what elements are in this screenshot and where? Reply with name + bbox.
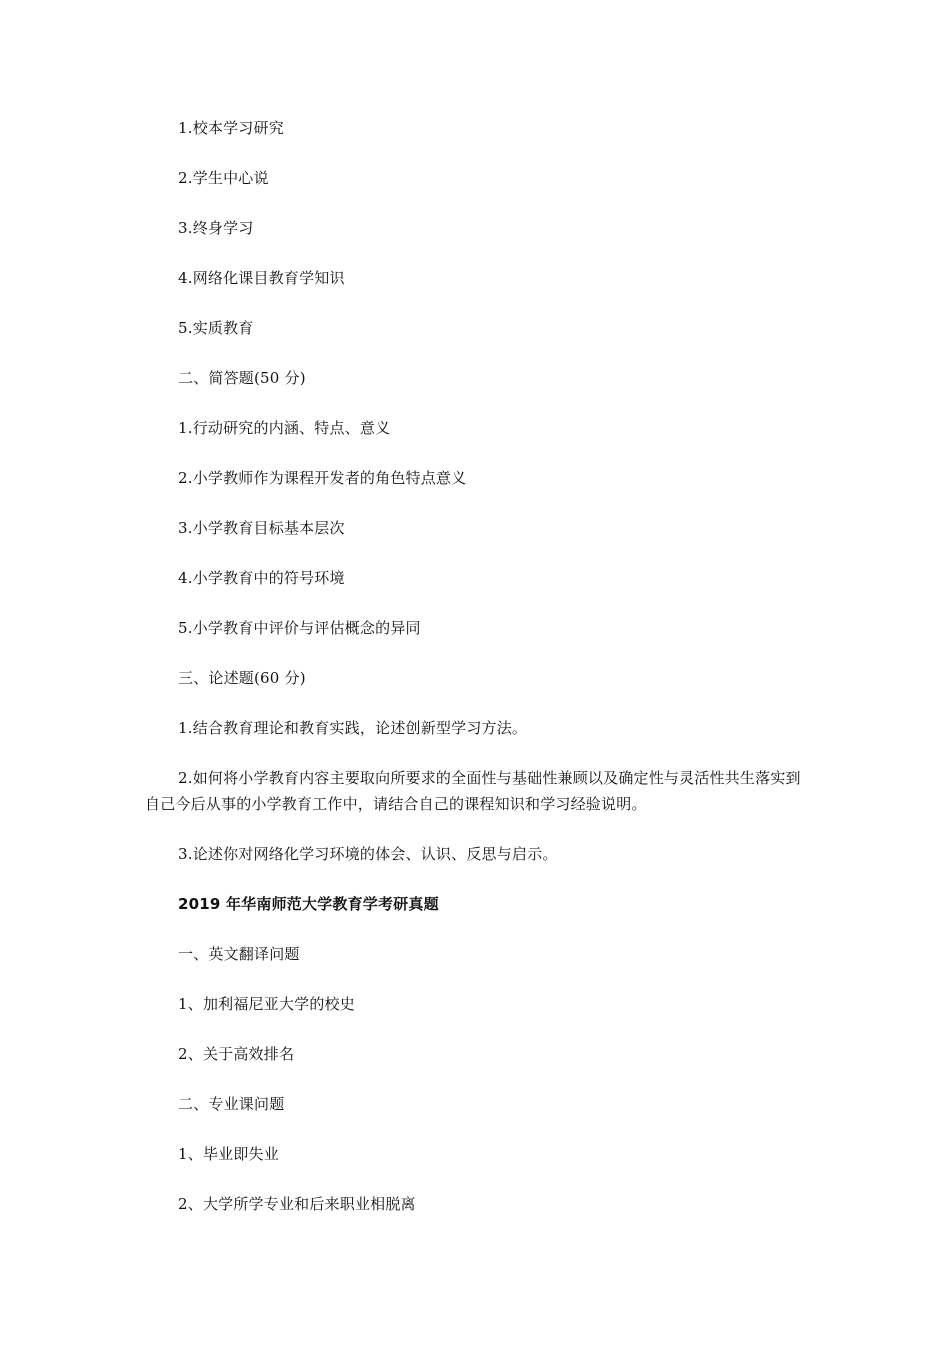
major-item-1: 1、毕业即失业 bbox=[178, 1145, 279, 1163]
short-answer-item-2: 2.小学教师作为课程开发者的角色特点意义 bbox=[178, 469, 467, 487]
essay-item-1: 1.结合教育理论和教育实践，论述创新型学习方法。 bbox=[178, 719, 528, 737]
term-item-3: 3.终身学习 bbox=[178, 219, 254, 237]
short-answer-item-5: 5.小学教育中评价与评估概念的异同 bbox=[178, 619, 421, 637]
short-answer-item-4: 4.小学教育中的符号环境 bbox=[178, 569, 345, 587]
section-heading-translation: 一、英文翻译问题 bbox=[178, 945, 300, 963]
major-item-2: 2、大学所学专业和后来职业相脱离 bbox=[178, 1195, 416, 1213]
section-heading-short-answer: 二、简答题(50 分) bbox=[178, 369, 306, 387]
exam-title-2019: 2019 年华南师范大学教育学考研真题 bbox=[178, 895, 439, 913]
short-answer-item-1: 1.行动研究的内涵、特点、意义 bbox=[178, 419, 391, 437]
short-answer-item-3: 3.小学教育目标基本层次 bbox=[178, 519, 345, 537]
term-item-2: 2.学生中心说 bbox=[178, 169, 269, 187]
section-heading-major: 二、专业课问题 bbox=[178, 1095, 285, 1113]
term-item-5: 5.实质教育 bbox=[178, 319, 254, 337]
essay-item-2: 2.如何将小学教育内容主要取向所要求的全面性与基础性兼顾以及确定性与灵活性共生落实到自己今后从事的小学教育工作中，请结合自己的课程知识和学习经验说明。 bbox=[145, 769, 801, 813]
term-item-1: 1.校本学习研究 bbox=[178, 119, 284, 137]
translation-item-2: 2、关于高效排名 bbox=[178, 1045, 295, 1063]
essay-item-3: 3.论述你对网络化学习环境的体会、认识、反思与启示。 bbox=[178, 845, 558, 863]
translation-item-1: 1、加利福尼亚大学的校史 bbox=[178, 995, 355, 1013]
section-heading-essay: 三、论述题(60 分) bbox=[178, 669, 306, 687]
term-item-4: 4.网络化课目教育学知识 bbox=[178, 269, 345, 287]
